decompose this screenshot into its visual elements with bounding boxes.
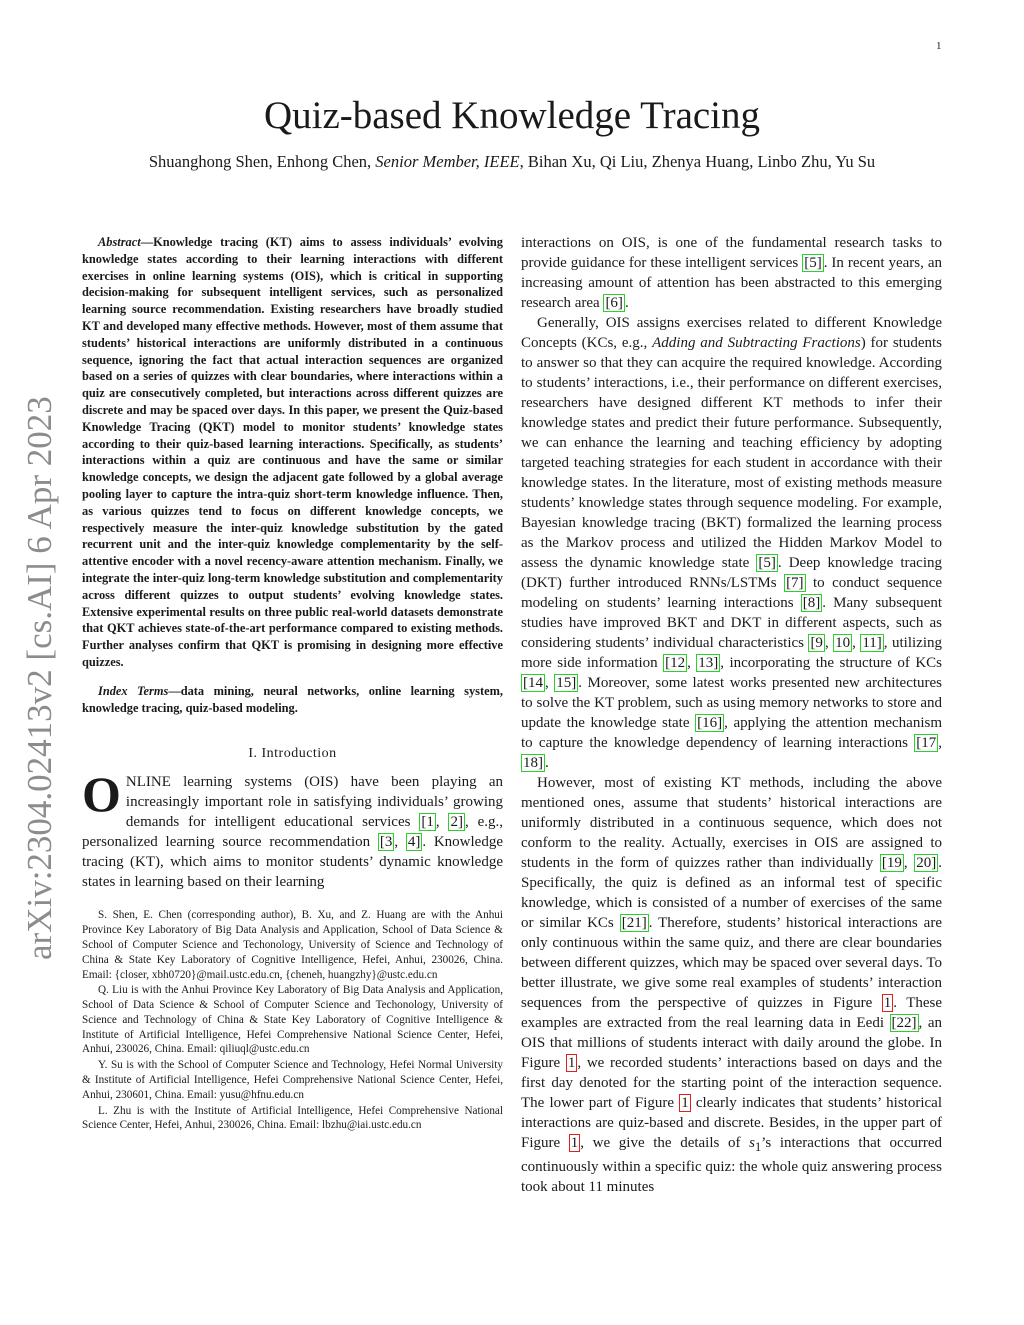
text-span: Generally, OIS assigns exercises related to different Knowledge Concepts (KCs, e.g., [521, 315, 942, 351]
text-span: . Many subsequent studies have improved BKT and DKT in different aspects, such as considering students’ individual characteristics [521, 595, 942, 651]
text-span: , utilizing more side information [521, 635, 942, 671]
citation-link[interactable]: 15] [556, 675, 577, 691]
text-span: . Deep knowledge tracing (DKT) further introduced RNNs/LSTMs [521, 555, 942, 591]
text-span: , e.g., personalized learning source recommendation [82, 814, 503, 851]
abstract-text: —Knowledge tracing (KT) aims to assess individuals’ evolving knowledge states according to their learning interactions with different exercises in online learning systems (OIS), which is critical in supporting decision-making for subsequent intelligent services, such as personalized learning source recommendation. Existing researchers have broadly studied KT and developed many effective methods. However, most of them assume that students’ historical interactions are uniformly distributed in a continuous sequence, ignoring the fact that actual interaction sequences are organized based on a series of quizzes with clear boundaries, where interactions within a quiz are consecutively completed, but interactions across different quizzes are discrete and may be spaced over days. In this paper, we present the Quiz-based Knowledge Tracing (QKT) model to monitor students’ knowledge states according to their quiz-based learning interactions. Specifically, as students’ interactions within a quiz are continuous and have the same or similar knowledge concepts, we design the adjacent gate followed by a global average pooling layer to capture the intra-quiz short-term knowledge influence. Then, as various quizzes tend to focus on different knowledge concepts, we respectively measure the inter-quiz knowledge substitution by the gated recurrent unit and the inter-quiz knowledge complementarity by the self-attentive encoder with a novel recency-aware attention mechanism. Finally, we integrate the inter-quiz long-term knowledge substitution and complementarity across different quizzes to output students’ evolving knowledge states. Extensive experimental results on three public real-world datasets demonstrate that QKT achieves state-of-the-art performance compared to existing methods. Further analyses confirm that QKT is promising in designing more effective quizzes. [82, 235, 503, 669]
math-variable: s [749, 1135, 755, 1151]
text-span: , [394, 834, 406, 851]
figure-link[interactable]: 1 [570, 1135, 579, 1151]
citation-link[interactable]: 13] [698, 655, 719, 671]
authors-suffix: , Bihan Xu, Qi Liu, Zhenya Huang, Linbo Zhu, Yu Su [519, 152, 876, 171]
citation-link[interactable]: [14 [523, 675, 543, 691]
intro-paragraph-1-continued [521, 233, 942, 313]
citation-link[interactable]: [3 [379, 834, 393, 851]
text-span: , we recorded students’ interactions based on days and the first day denoted for the starting point of the interaction sequence. The lower part of Figure [521, 1055, 943, 1111]
citation-link[interactable]: [8] [802, 595, 821, 611]
text-span: to conduct sequence modeling on students’ learning interactions [521, 575, 943, 611]
left-column [82, 234, 503, 1134]
text-span: . In recent years, an increasing amount of attention has been abstracted to this emerging research area [521, 255, 943, 311]
citation-link[interactable]: 2] [450, 814, 463, 831]
text-span: clearly indicates that students’ historical interactions are quiz-based and discrete. Besides, in the upper part of Figure [521, 1095, 942, 1151]
abstract [82, 234, 503, 671]
paper-title: Quiz-based Knowledge Tracing [263, 94, 761, 137]
footnote-affiliation-1: S. Shen, E. Chen (corresponding author), B. Xu, and Z. Huang are with the Anhui Province Key Laboratory of Big Data Analysis and Application, School of Data Science & School of Computer Science and Techonology, University of Science and Technology of China & State Key Laboratory of Cognitive Intelligence, Hefei, Anhui, 230026, China. Email: {closer, xbh0720}@mail.ustc.edu.cn, {cheneh, huangzhy}@ustc.edu.cn [82, 909, 503, 981]
text-span: . Specifically, the quiz is defined as an informal test of specific knowledge, which is consisted of a number of exercises of the same or similar KCs [521, 855, 942, 931]
drop-cap: O [82, 766, 121, 823]
authors-prefix: Shuanghong Shen, Enhong Chen, [148, 152, 376, 171]
text-span: . Therefore, students’ historical interactions are only continuous within the same quiz, and there are clear boundaries between different quizzes, which may be spaced over several days. To better illustrate, we give some real examples of students’ interaction sequences from the perspective of quizzes in Figure [521, 915, 942, 1011]
text-span: , applying the attention mechanism to capture the knowledge dependency of learning interactions [521, 715, 942, 751]
citation-link[interactable]: [5] [804, 255, 822, 271]
citation-link[interactable]: [12 [665, 655, 686, 671]
citation-link[interactable]: [22] [891, 1015, 917, 1031]
figure-link[interactable]: 1 [883, 995, 892, 1011]
index-terms-label: Index Terms [98, 683, 169, 698]
text-span: ’s interactions that occurred continuously within a specific quiz: the whole quiz answering process took about 11 minutes [521, 1135, 942, 1195]
citation-link[interactable]: [1 [421, 814, 434, 831]
author-list [70, 150, 954, 174]
citation-link[interactable]: [16] [697, 715, 723, 731]
text-span: , [938, 735, 942, 751]
citation-link[interactable]: [19 [881, 855, 902, 871]
math-subscript: 1 [754, 1140, 762, 1154]
citation-link[interactable]: [7] [786, 575, 804, 591]
intro-paragraph-2 [521, 313, 942, 773]
text-span: , we give the details of [580, 1135, 750, 1151]
figure-link[interactable]: 1 [567, 1055, 576, 1071]
citation-link[interactable]: 20] [916, 855, 937, 871]
text-span: , [852, 635, 861, 651]
text-span: , [687, 655, 697, 671]
citation-link[interactable]: [5] [758, 555, 776, 571]
text-span: However, most of existing KT methods, including the above mentioned ones, assume that students’ historical interactions are uniformly distributed in a continuous sequence, which does not conform to the reality. Actually, exercises in OIS are assigned to students in the form of quizzes rather than individually [521, 775, 942, 871]
authors-role: Senior Member, IEEE [375, 152, 520, 171]
citation-link[interactable]: 10 [835, 635, 851, 651]
citation-link[interactable]: [21] [621, 915, 647, 931]
footnote-affiliation-4: L. Zhu is with the Institute of Artificial Intelligence, Hefei Comprehensive National Science Center, Hefei, Anhui, 230026, China. Email: lbzhu@iai.ustc.edu.cn [82, 1104, 503, 1132]
citation-link[interactable]: 18] [523, 755, 543, 771]
index-terms-text: —data mining, neural networks, online learning system, knowledge tracing, quiz-based modeling. [82, 683, 504, 715]
index-terms [82, 683, 503, 717]
text-span: . [624, 295, 629, 311]
text-span: . Moreover, some latest works presented new architectures to solve the KT problem, such as using memory networks to store and update the knowledge state [521, 675, 943, 731]
text-span: . [545, 755, 549, 771]
text-span: , [903, 855, 915, 871]
text-span: , [824, 635, 834, 651]
footnote-affiliation-2: Q. Liu is with the Anhui Province Key Laboratory of Big Data Analysis and Application, School of Data Science & School of Computer Science and Techonology, University of Science and Technology of China & State Key Laboratory of Cognitive Intelligence & Institute of Artificial Intelligence, Hefei Comprehensive National Science Center, Hefei, Anhui, 230026, China. Email: qiliuql@ustc.edu.cn [82, 984, 503, 1056]
text-span: interactions on OIS, is one of the fundamental research tasks to provide guidance for these intelligent services [521, 235, 942, 271]
italic-example: Adding and Subtracting Fractions [652, 335, 861, 351]
section-heading: I. Introduction [248, 746, 337, 762]
citation-link[interactable]: 4] [407, 834, 421, 851]
text-span: ) for students to answer so that they can acquire the required knowledge. According to students’ interactions, i.e., their performance on different exercises, researchers have designed different KT methods to infer their knowledge states and predict their future performance. Subsequently, we can enhance the learning and teaching efficiency by adopting targeted teaching strategies for each student in accordance with their knowledge states. In the literature, most of existing methods measure students’ knowledge states through sequence modeling. For example, Bayesian knowledge tracing (BKT) formalized the learning process as the Markov process and utilized the Hidden Markov Model to assess the dynamic knowledge state [521, 335, 943, 571]
text-span: . These examples are extracted from the real learning data in Eedi [521, 995, 943, 1031]
text-span: , an OIS that millions of students interact with daily around the globe. In Figure [521, 1015, 942, 1071]
intro-paragraph-1 [82, 766, 503, 892]
figure-link[interactable]: 1 [681, 1095, 689, 1111]
intro-paragraph-3 [521, 773, 942, 1197]
abstract-label: Abstract [98, 235, 141, 249]
citation-link[interactable]: [9 [810, 635, 823, 651]
text-span: , [545, 675, 555, 691]
arxiv-stamp[interactable]: arXiv:2304.02413v2 [cs.AI] 6 Apr 2023 [20, 396, 59, 960]
text-span: NLINE learning systems (OIS) have been playing an increasingly important role in satisfying individuals’ growing demands for intelligent educational services [125, 774, 503, 831]
page-number: 1 [936, 40, 942, 52]
text-span: . Knowledge tracing (KT), which aims to monitor students’ dynamic knowledge states in learning based on their learning [82, 834, 503, 891]
citation-link[interactable]: 11] [862, 635, 882, 651]
text-span: , incorporating the structure of KCs [720, 655, 942, 671]
citation-link[interactable]: [6] [605, 295, 623, 311]
footnote-affiliation-3: Y. Su is with the School of Computer Science and Technology, Hefei Normal University & Institute of Artificial Intelligence, Hefei Comprehensive National Science Center, Hefei, Anhui, 230601, China. Email: yusu@hfnu.edu.cn [82, 1059, 503, 1101]
text-span: , [435, 814, 449, 831]
citation-link[interactable]: [17 [916, 735, 937, 751]
right-column [521, 233, 942, 1197]
footnotes [82, 908, 503, 1133]
